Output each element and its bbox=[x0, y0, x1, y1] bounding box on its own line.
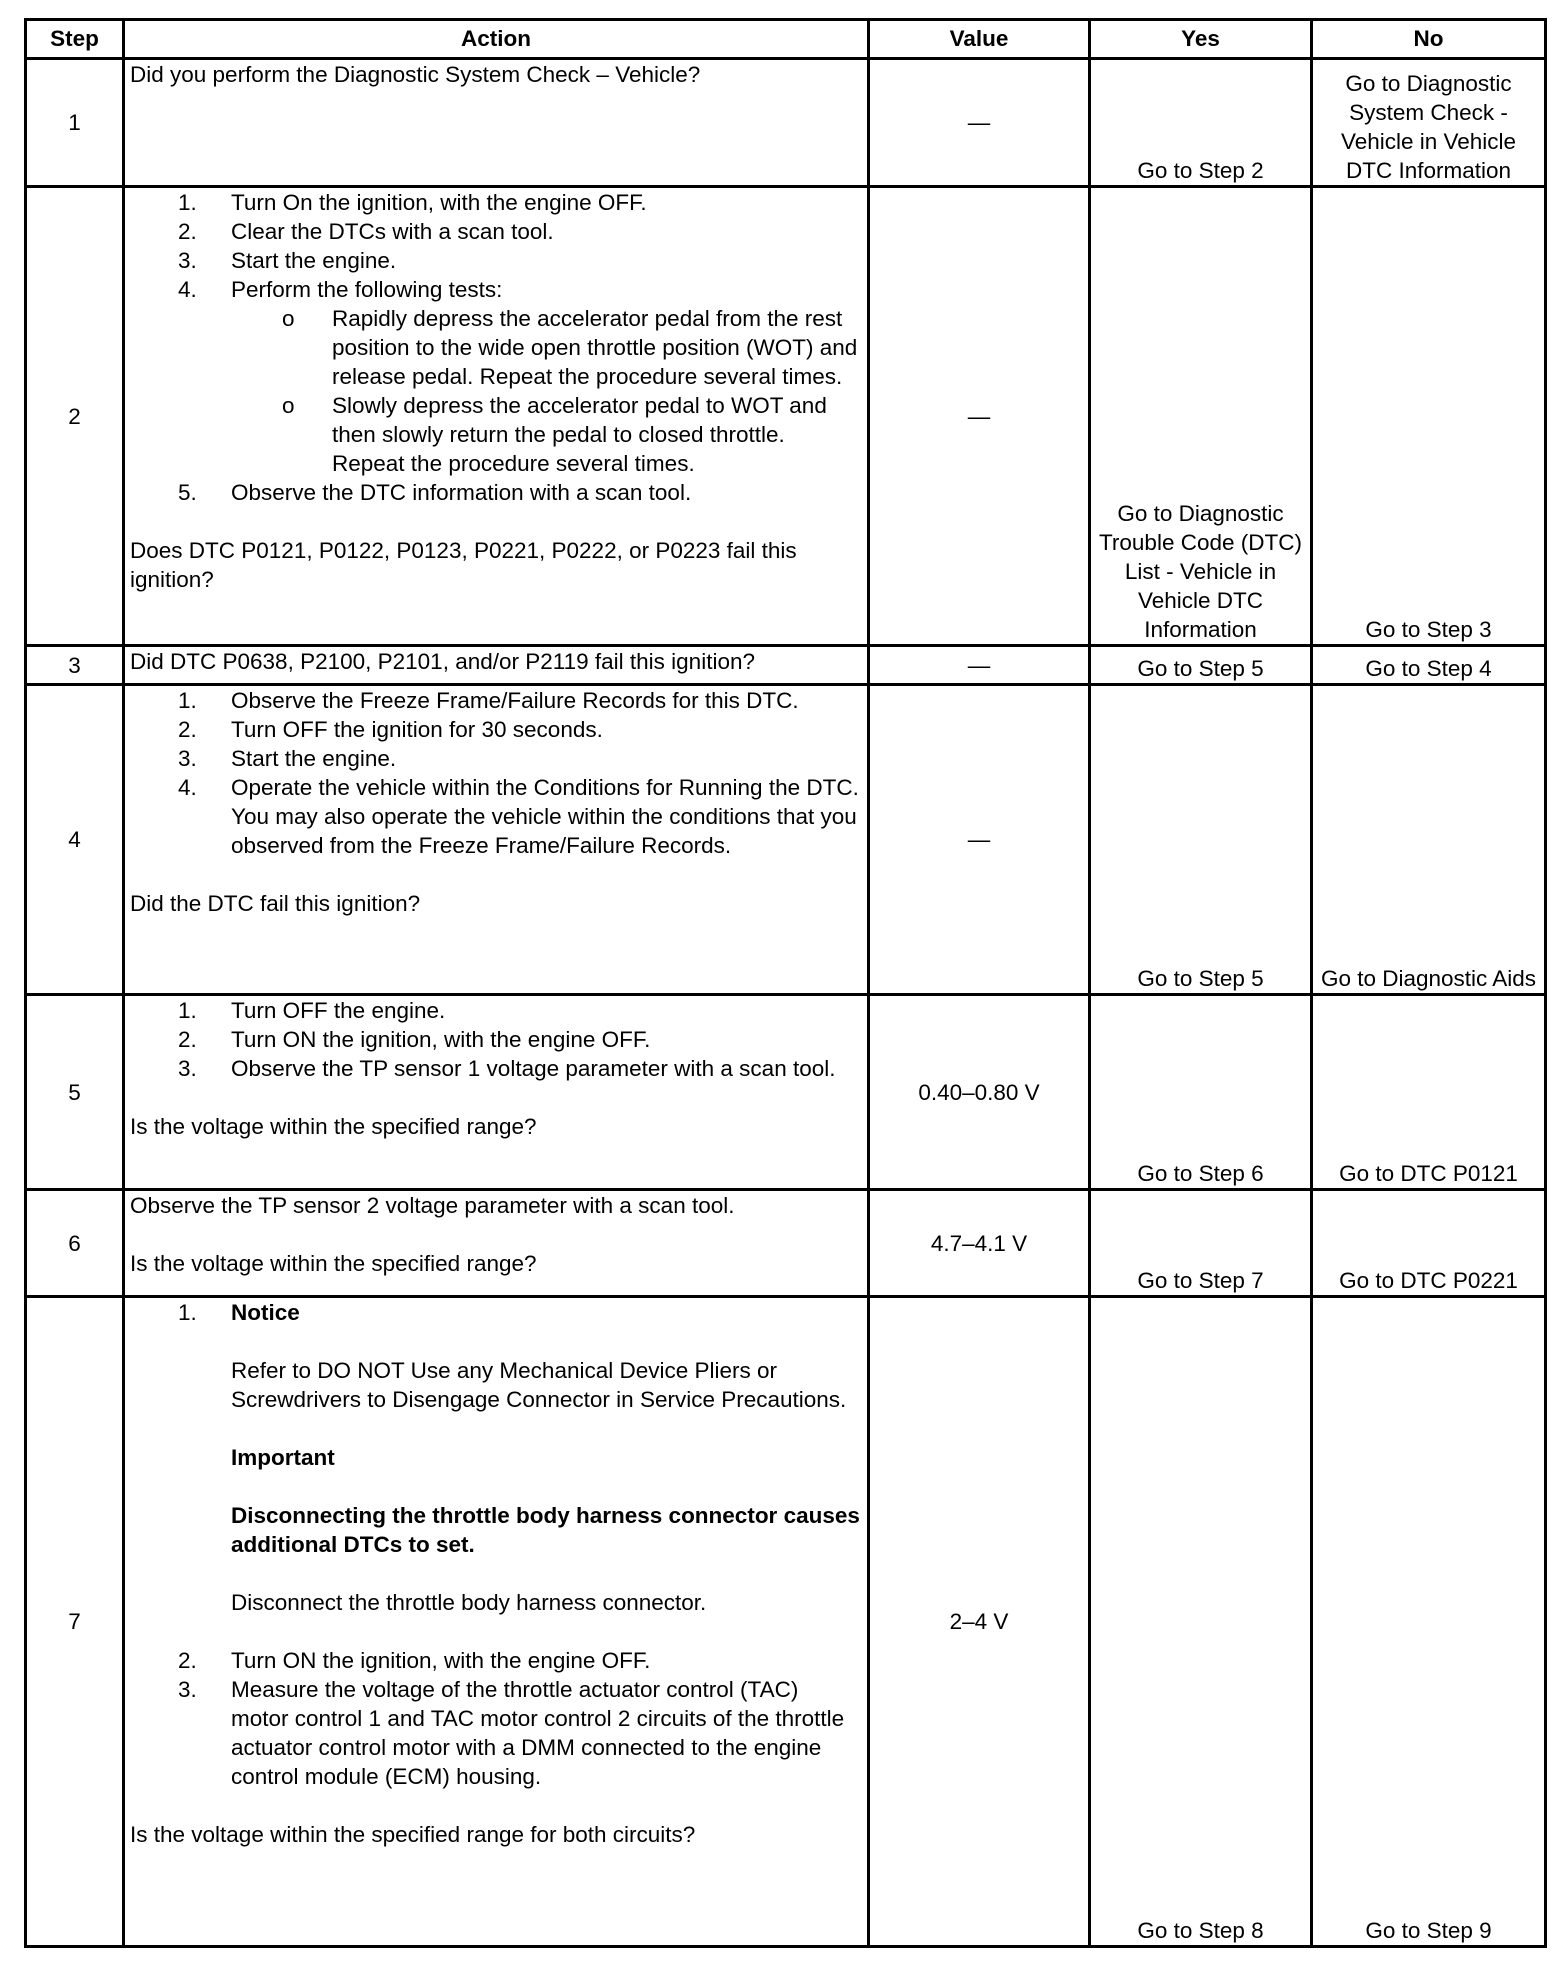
test-sublist bbox=[130, 304, 862, 478]
notice-title: Notice bbox=[231, 1300, 300, 1325]
header-value: Value bbox=[869, 20, 1090, 59]
action-question: Did DTC P0638, P2100, P2101, and/or P2119 fail this ignition? bbox=[130, 649, 755, 674]
no-cell: Go to Step 3 bbox=[1312, 187, 1546, 646]
yes-cell: Go to Step 2 bbox=[1090, 59, 1312, 187]
sub-item-text: Rapidly depress the accelerator pedal from the rest position to the wide open throttle position (WOT) and release pedal. Repeat the procedure several times. bbox=[332, 306, 858, 389]
important-title: Important bbox=[231, 1445, 335, 1470]
list-item bbox=[130, 478, 862, 507]
item-text: Clear the DTCs with a scan tool. bbox=[231, 219, 554, 244]
item-number: 1. bbox=[178, 190, 197, 215]
value-cell: 2–4 V bbox=[869, 1297, 1090, 1947]
item-text: Observe the DTC information with a scan tool. bbox=[231, 480, 692, 505]
item-number: 1. bbox=[178, 998, 197, 1023]
step-number: 4 bbox=[26, 685, 124, 995]
spacer bbox=[130, 1220, 862, 1249]
step-number: 2 bbox=[26, 187, 124, 646]
item-text: Start the engine. bbox=[231, 746, 397, 771]
action-question: Did the DTC fail this ignition? bbox=[130, 891, 421, 916]
procedure-list bbox=[130, 996, 862, 1083]
table-row-step-3 bbox=[26, 646, 1546, 685]
spacer bbox=[231, 1559, 862, 1588]
header-row bbox=[26, 20, 1546, 59]
item-text: Turn On the ignition, with the engine OFF. bbox=[231, 190, 647, 215]
spacer bbox=[130, 1791, 862, 1820]
value-cell: 4.7–4.1 V bbox=[869, 1190, 1090, 1297]
item-text: Operate the vehicle within the Conditions for Running the DTC. You may also operate the vehicle within the conditions that you observed from the Freeze Frame/Failure Records. bbox=[231, 775, 859, 858]
value-cell: — bbox=[869, 187, 1090, 646]
spacer bbox=[231, 1327, 862, 1356]
value-cell: — bbox=[869, 59, 1090, 187]
action-intro: Observe the TP sensor 2 voltage parameter with a scan tool. bbox=[130, 1193, 735, 1218]
action-cell bbox=[124, 187, 869, 646]
step-number: 6 bbox=[26, 1190, 124, 1297]
diagnostic-document bbox=[24, 18, 1544, 1948]
spacer bbox=[231, 1472, 862, 1501]
list-item bbox=[130, 686, 862, 715]
table-row-step-7 bbox=[26, 1297, 1546, 1947]
no-cell: Go to DTC P0121 bbox=[1312, 995, 1546, 1190]
no-cell: Go to Step 9 bbox=[1312, 1297, 1546, 1947]
value-cell: — bbox=[869, 685, 1090, 995]
procedure-list bbox=[130, 1298, 862, 1791]
diagnostic-table bbox=[24, 18, 1547, 1948]
procedure-list bbox=[130, 188, 862, 507]
table-row-step-1 bbox=[26, 59, 1546, 187]
item-text: Observe the Freeze Frame/Failure Records for this DTC. bbox=[231, 688, 799, 713]
yes-cell: Go to Diagnostic Trouble Code (DTC) List - Vehicle in Vehicle DTC Information bbox=[1090, 187, 1312, 646]
item-number: 3. bbox=[178, 248, 197, 273]
header-yes: Yes bbox=[1090, 20, 1312, 59]
important-text: Disconnecting the throttle body harness connector causes additional DTCs to set. bbox=[231, 1503, 860, 1557]
yes-cell: Go to Step 5 bbox=[1090, 646, 1312, 685]
item-number: 1. bbox=[178, 688, 197, 713]
list-item bbox=[130, 773, 862, 860]
item-number: 4. bbox=[178, 277, 197, 302]
list-item bbox=[130, 715, 862, 744]
action-question: Did you perform the Diagnostic System Check – Vehicle? bbox=[130, 62, 701, 87]
spacer bbox=[130, 1083, 862, 1112]
step-number: 7 bbox=[26, 1297, 124, 1947]
bullet-icon: o bbox=[282, 306, 295, 331]
spacer bbox=[130, 860, 862, 889]
table-row-step-5 bbox=[26, 995, 1546, 1190]
value-cell: — bbox=[869, 646, 1090, 685]
item-text: Turn OFF the ignition for 30 seconds. bbox=[231, 717, 603, 742]
procedure-list bbox=[130, 686, 862, 860]
yes-cell: Go to Step 6 bbox=[1090, 995, 1312, 1190]
action-cell bbox=[124, 1190, 869, 1297]
item-number: 5. bbox=[178, 480, 197, 505]
header-no: No bbox=[1312, 20, 1546, 59]
action-question: Does DTC P0121, P0122, P0123, P0221, P0222, or P0223 fail this ignition? bbox=[130, 538, 797, 592]
yes-cell: Go to Step 7 bbox=[1090, 1190, 1312, 1297]
item-number: 4. bbox=[178, 775, 197, 800]
list-item bbox=[130, 1025, 862, 1054]
item-number: 2. bbox=[178, 717, 197, 742]
list-item bbox=[130, 996, 862, 1025]
spacer bbox=[231, 1617, 862, 1646]
list-item bbox=[130, 217, 862, 246]
list-item bbox=[130, 1298, 862, 1646]
step-number: 5 bbox=[26, 995, 124, 1190]
sub-item-text: Slowly depress the accelerator pedal to WOT and then slowly return the pedal to closed throttle. Repeat the procedure several times. bbox=[332, 393, 827, 476]
action-question: Is the voltage within the specified range? bbox=[130, 1114, 537, 1139]
action-cell bbox=[124, 995, 869, 1190]
action-question: Is the voltage within the specified range for both circuits? bbox=[130, 1822, 696, 1847]
item-number: 2. bbox=[178, 219, 197, 244]
step-number: 1 bbox=[26, 59, 124, 187]
list-item bbox=[130, 188, 862, 217]
step-number: 3 bbox=[26, 646, 124, 685]
spacer bbox=[130, 507, 862, 536]
item-number: 2. bbox=[178, 1027, 197, 1052]
header-step: Step bbox=[26, 20, 124, 59]
table-row-step-4 bbox=[26, 685, 1546, 995]
item-number: 2. bbox=[178, 1648, 197, 1673]
item-text: Observe the TP sensor 1 voltage parameter with a scan tool. bbox=[231, 1056, 836, 1081]
no-cell: Go to Diagnostic System Check - Vehicle in Vehicle DTC Information bbox=[1312, 59, 1546, 187]
spacer bbox=[231, 1414, 862, 1443]
item-text: Perform the following tests: bbox=[231, 277, 503, 302]
notice-text: Refer to DO NOT Use any Mechanical Device Pliers or Screwdrivers to Disengage Connector in Service Precautions. bbox=[231, 1358, 847, 1412]
item-number: 3. bbox=[178, 1056, 197, 1081]
item-number: 1. bbox=[178, 1300, 197, 1325]
disconnect-text: Disconnect the throttle body harness connector. bbox=[231, 1590, 707, 1615]
table-row-step-2 bbox=[26, 187, 1546, 646]
item-text: Start the engine. bbox=[231, 248, 397, 273]
item-number: 3. bbox=[178, 1677, 197, 1702]
value-cell: 0.40–0.80 V bbox=[869, 995, 1090, 1190]
sub-list-item bbox=[130, 391, 862, 478]
action-cell bbox=[124, 685, 869, 995]
header-action: Action bbox=[124, 20, 869, 59]
item-text: Turn ON the ignition, with the engine OFF. bbox=[231, 1027, 651, 1052]
list-item bbox=[130, 1675, 862, 1791]
item-number: 3. bbox=[178, 746, 197, 771]
action-cell bbox=[124, 59, 869, 187]
no-cell: Go to DTC P0221 bbox=[1312, 1190, 1546, 1297]
yes-cell: Go to Step 8 bbox=[1090, 1297, 1312, 1947]
action-question: Is the voltage within the specified range? bbox=[130, 1251, 537, 1276]
yes-cell: Go to Step 5 bbox=[1090, 685, 1312, 995]
list-item bbox=[130, 246, 862, 275]
table-row-step-6 bbox=[26, 1190, 1546, 1297]
list-item bbox=[130, 1646, 862, 1675]
item-text: Turn OFF the engine. bbox=[231, 998, 446, 1023]
item-text: Measure the voltage of the throttle actuator control (TAC) motor control 1 and TAC motor control 2 circuits of the throttle actuator control motor with a DMM connected to the engine control module (ECM) housing. bbox=[231, 1677, 845, 1789]
bullet-icon: o bbox=[282, 393, 295, 418]
sub-list-item bbox=[130, 304, 862, 391]
list-item bbox=[130, 1054, 862, 1083]
item-text: Turn ON the ignition, with the engine OFF. bbox=[231, 1648, 651, 1673]
list-item bbox=[130, 744, 862, 773]
no-cell: Go to Step 4 bbox=[1312, 646, 1546, 685]
list-item bbox=[130, 275, 862, 478]
action-cell bbox=[124, 1297, 869, 1947]
action-cell bbox=[124, 646, 869, 685]
no-cell: Go to Diagnostic Aids bbox=[1312, 685, 1546, 995]
